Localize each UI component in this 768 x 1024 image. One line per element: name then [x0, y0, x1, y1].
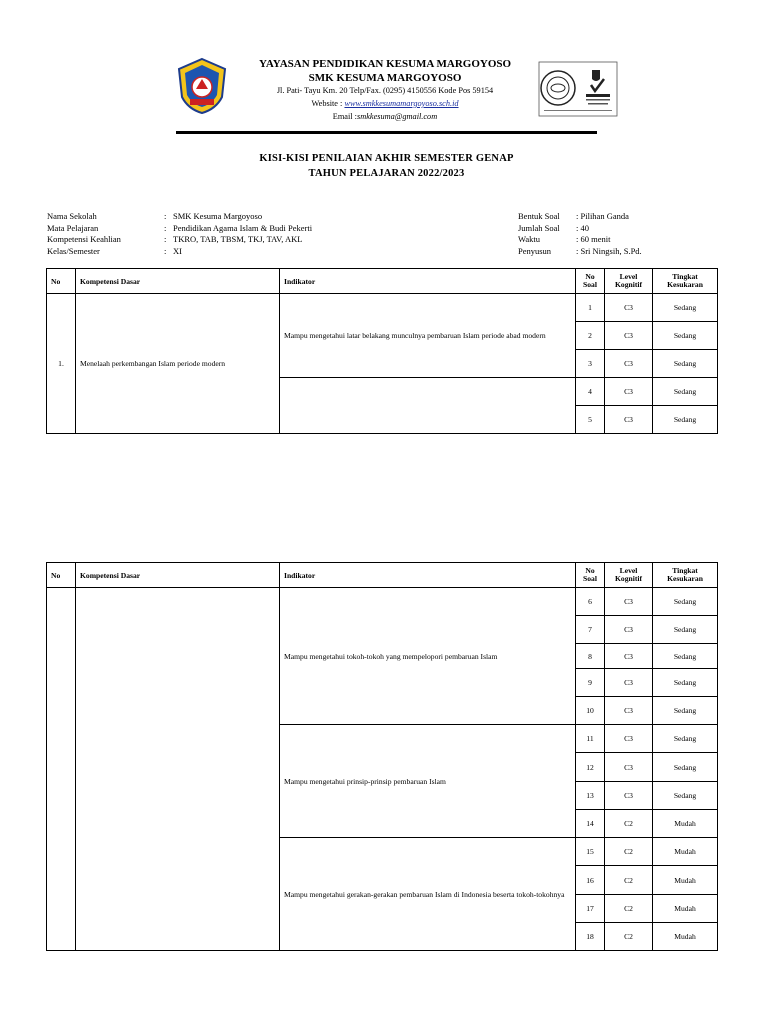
cognitive-level: C2: [605, 866, 653, 895]
header-tingkat-line1: Tingkat: [672, 566, 698, 576]
header-tingkat-line1: Tingkat: [672, 272, 698, 282]
question-number: 18: [576, 923, 605, 951]
question-number: 6: [576, 588, 605, 616]
info-labels-right: [518, 211, 560, 257]
difficulty: Sedang: [653, 697, 718, 725]
difficulty: Sedang: [653, 350, 718, 378]
header-indikator: Indikator: [280, 563, 576, 588]
header-no: No: [47, 269, 76, 294]
kd-number-empty: [47, 588, 76, 951]
difficulty: Sedang: [653, 782, 718, 810]
letterhead-divider: [176, 131, 597, 134]
info-label: Kompetensi Keahlian: [47, 234, 121, 244]
difficulty: Sedang: [653, 378, 718, 406]
difficulty: Mudah: [653, 810, 718, 838]
difficulty: Mudah: [653, 838, 718, 866]
question-number: 4: [576, 378, 605, 406]
difficulty: Sedang: [653, 669, 718, 697]
school-name: SMK KESUMA MARGOYOSO: [308, 72, 462, 84]
question-number: 15: [576, 838, 605, 866]
cognitive-level: C3: [605, 669, 653, 697]
cognitive-level: C3: [605, 588, 653, 616]
header-no: No: [47, 563, 76, 588]
info-value: : Pendidikan Agama Islam & Budi Pekerti: [164, 223, 312, 235]
indicator-text: Mampu mengetahui prinsip-prinsip pembaruan Islam: [280, 725, 576, 838]
header-indikator: Indikator: [280, 269, 576, 294]
header-no-soal-line1: No: [585, 272, 595, 282]
school-address: Jl. Pati- Tayu Km. 20 Telp/Fax. (0295) 4150556 Kode Pos 59154: [276, 86, 494, 95]
header-tingkat-line2: Kesukaran: [667, 574, 703, 583]
header-level-line1: Level: [619, 272, 638, 282]
header-level-kognitif: [605, 563, 653, 588]
table-header-row: [47, 563, 718, 588]
info-value: : Pilihan Ganda: [576, 211, 642, 223]
cognitive-level: C3: [605, 406, 653, 434]
header-no-soal: [576, 563, 605, 588]
info-label: Bentuk Soal: [518, 211, 560, 221]
cognitive-level: C2: [605, 923, 653, 951]
header-tingkat-kesukaran: [653, 563, 718, 588]
difficulty: Sedang: [653, 322, 718, 350]
kd-text-empty: [76, 588, 280, 951]
header-level-line2: Kognitif: [614, 280, 642, 289]
info-values-right: [576, 211, 642, 257]
website-line: [230, 99, 540, 109]
document-title: KISI-KISI PENILAIAN AKHIR SEMESTER GENAP: [259, 153, 514, 164]
document-subtitle: TAHUN PELAJARAN 2022/2023: [308, 168, 465, 179]
header-kompetensi-dasar: Kompetensi Dasar: [76, 563, 280, 588]
question-number: 2: [576, 322, 605, 350]
question-number: 8: [576, 644, 605, 669]
cognitive-level: C2: [605, 895, 653, 923]
cognitive-level: C3: [605, 725, 653, 753]
kd-number: 1.: [47, 294, 76, 434]
info-label: Kelas/Semester: [47, 245, 100, 256]
difficulty: Mudah: [653, 895, 718, 923]
cognitive-level: C3: [605, 350, 653, 378]
kisi-kisi-table-1: [46, 268, 718, 434]
email-address: smkkesuma@gmail.com: [356, 112, 438, 121]
cognitive-level: C3: [605, 753, 653, 782]
header-tingkat-kesukaran: [653, 269, 718, 294]
difficulty: Sedang: [653, 725, 718, 753]
table-row: [47, 588, 718, 616]
indicator-text: Mampu mengetahui latar belakang munculnya pembaruan Islam periode abad modern: [280, 294, 576, 378]
info-value: : SMK Kesuma Margoyoso: [164, 211, 312, 223]
ukas-certification-logo: [538, 61, 618, 117]
difficulty: Sedang: [653, 406, 718, 434]
question-number: 10: [576, 697, 605, 725]
info-labels-left: [47, 211, 121, 257]
question-number: 1: [576, 294, 605, 322]
indicator-text: Mampu mengetahui tokoh-tokoh yang mempelopori pembaruan Islam: [280, 588, 576, 725]
header-tingkat-line2: Kesukaran: [667, 280, 703, 289]
indicator-text: [280, 378, 576, 434]
difficulty: Sedang: [653, 294, 718, 322]
header-no-soal-line2: Soal: [583, 574, 597, 583]
cognitive-level: C3: [605, 644, 653, 669]
cognitive-level: C3: [605, 322, 653, 350]
website-link[interactable]: www.smkkesumamargoyoso.sch.id: [344, 99, 459, 108]
question-number: 5: [576, 406, 605, 434]
table-header-row: [47, 269, 718, 294]
indicator-text: Mampu mengetahui gerakan-gerakan pembaruan Islam di Indonesia beserta tokoh-tokohnya: [280, 838, 576, 951]
question-number: 9: [576, 669, 605, 697]
question-number: 16: [576, 866, 605, 895]
cognitive-level: C3: [605, 616, 653, 644]
difficulty: Sedang: [653, 616, 718, 644]
info-value: : 60 menit: [576, 234, 642, 246]
cognitive-level: C3: [605, 378, 653, 406]
info-value: : TKRO, TAB, TBSM, TKJ, TAV, AKL: [164, 234, 312, 246]
question-number: 17: [576, 895, 605, 923]
info-values-left: [164, 211, 312, 257]
question-number: 12: [576, 753, 605, 782]
email-label: Email :: [332, 112, 357, 121]
difficulty: Sedang: [653, 644, 718, 669]
difficulty: Mudah: [653, 866, 718, 895]
info-label: Mata Pelajaran: [47, 222, 99, 233]
difficulty: Mudah: [653, 923, 718, 951]
header-level-line2: Kognitif: [614, 574, 642, 583]
question-number: 3: [576, 350, 605, 378]
header-no-soal-line2: Soal: [583, 280, 597, 289]
header-kompetensi-dasar: Kompetensi Dasar: [76, 269, 280, 294]
header-level-kognitif: [605, 269, 653, 294]
info-label: Waktu: [518, 234, 540, 244]
info-value: : 40: [576, 223, 642, 235]
school-logo: [176, 57, 228, 115]
question-number: 14: [576, 810, 605, 838]
question-number: 13: [576, 782, 605, 810]
info-label: Nama Sekolah: [47, 211, 97, 221]
cognitive-level: C2: [605, 838, 653, 866]
info-label: Penyusun: [518, 245, 552, 256]
info-value: : XI: [164, 246, 312, 258]
difficulty: Sedang: [653, 588, 718, 616]
info-label: Jumlah Soal: [518, 222, 560, 233]
cognitive-level: C3: [605, 697, 653, 725]
difficulty: Sedang: [653, 753, 718, 782]
website-label: Website :: [311, 99, 343, 108]
question-number: 7: [576, 616, 605, 644]
info-value: : Sri Ningsih, S.Pd.: [576, 246, 642, 258]
header-no-soal: [576, 269, 605, 294]
cognitive-level: C3: [605, 294, 653, 322]
kisi-kisi-table-2: [46, 562, 718, 951]
cognitive-level: C2: [605, 810, 653, 838]
cognitive-level: C3: [605, 782, 653, 810]
header-no-soal-line1: No: [585, 566, 595, 576]
foundation-name: YAYASAN PENDIDIKAN KESUMA MARGOYOSO: [258, 58, 512, 70]
table-row: [47, 294, 718, 322]
kd-text: Menelaah perkembangan Islam periode modern: [76, 294, 280, 434]
question-number: 11: [576, 725, 605, 753]
header-level-line1: Level: [619, 566, 638, 576]
email-line: [230, 112, 540, 122]
